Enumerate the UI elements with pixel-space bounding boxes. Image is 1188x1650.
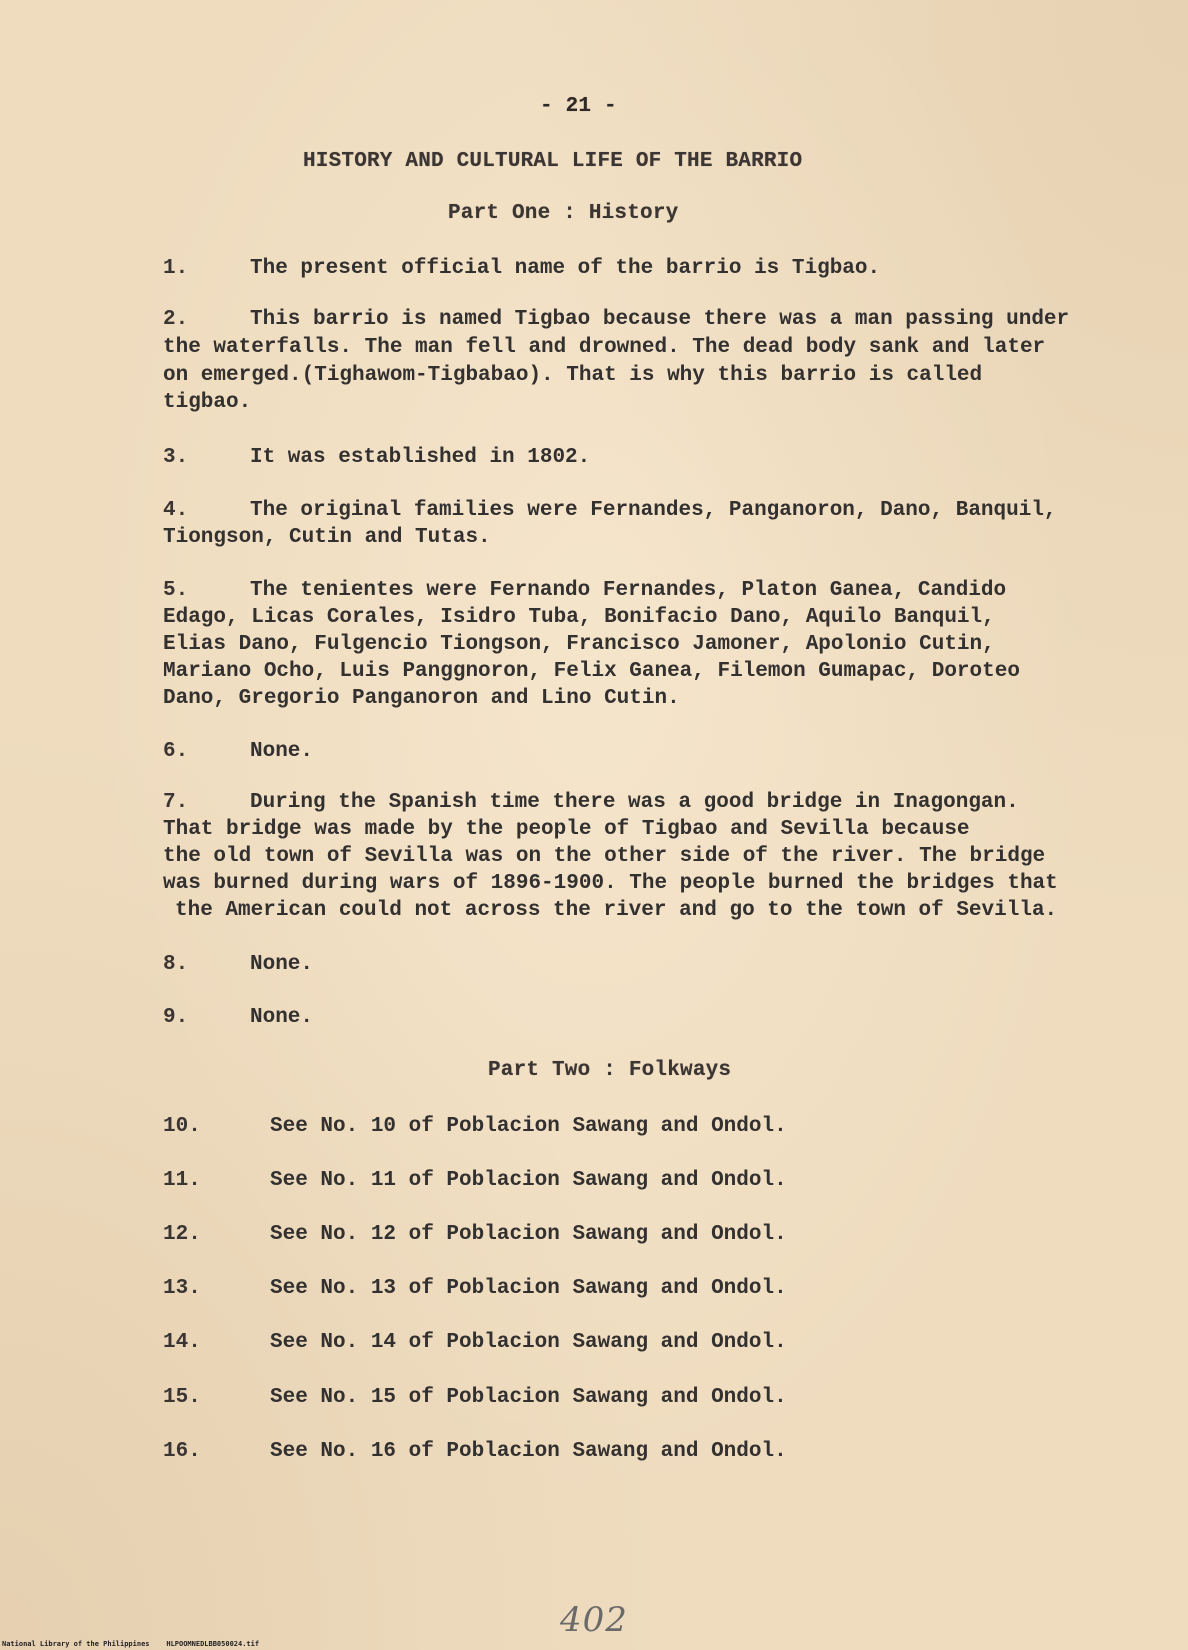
item-1-text: The present official name of the barrio is Tigbao. <box>250 257 881 280</box>
item-7-line: the American could not across the river and go to the town of Sevilla. <box>175 899 1058 922</box>
item-number: 3. <box>163 446 189 469</box>
part-two-heading: Part Two : Folkways <box>488 1059 732 1082</box>
part-one-heading: Part One : History <box>448 202 679 225</box>
item-4-line: The original families were Fernandes, Panganoron, Dano, Banquil, <box>250 499 1057 522</box>
folkway-text: See No. 10 of Poblacion Sawang and Ondol. <box>270 1115 787 1138</box>
folkway-text: See No. 15 of Poblacion Sawang and Ondol. <box>270 1386 787 1409</box>
archive-footer: National Library of the Philippines HLPOOMNEDLBB050024.tif <box>2 1640 260 1648</box>
folkway-number: 10. <box>163 1115 201 1138</box>
folkway-text: See No. 13 of Poblacion Sawang and Ondol. <box>270 1277 787 1300</box>
document-title: HISTORY AND CULTURAL LIFE OF THE BARRIO <box>303 150 803 173</box>
item-7-line: That bridge was made by the people of Tigbao and Sevilla because <box>163 818 970 841</box>
item-7-line: was burned during wars of 1896-1900. The people burned the bridges that <box>163 872 1058 895</box>
item-2-line: This barrio is named Tigbao because there was a man passing under <box>250 308 1070 331</box>
item-7-line: During the Spanish time there was a good bridge in Inagongan. <box>250 791 1019 814</box>
item-number: 8. <box>163 953 189 976</box>
folkway-text: See No. 12 of Poblacion Sawang and Ondol. <box>270 1223 787 1246</box>
folkway-number: 14. <box>163 1331 201 1354</box>
item-number: 6. <box>163 740 189 763</box>
item-5-line: Elias Dano, Fulgencio Tiongson, Francisco Jamoner, Apolonio Cutin, <box>163 633 995 656</box>
item-6-text: None. <box>250 740 314 763</box>
item-7-line: the old town of Sevilla was on the other side of the river. The bridge <box>163 845 1046 868</box>
folkway-number: 13. <box>163 1277 201 1300</box>
item-number: 1. <box>163 257 189 280</box>
item-2-line: on emerged.(Tighawom-Tigbabao). That is why this barrio is called <box>163 364 983 387</box>
folkway-text: See No. 11 of Poblacion Sawang and Ondol. <box>270 1169 787 1192</box>
item-2-line: the waterfalls. The man fell and drowned. The dead body sank and later <box>163 336 1046 359</box>
item-number: 7. <box>163 791 189 814</box>
item-5-line: Mariano Ocho, Luis Panggnoron, Felix Ganea, Filemon Gumapac, Doroteo <box>163 660 1020 683</box>
item-2-line: tigbao. <box>163 391 252 414</box>
item-number: 9. <box>163 1006 189 1029</box>
folkway-number: 15. <box>163 1386 201 1409</box>
item-3-text: It was established in 1802. <box>250 446 591 469</box>
item-5-line: Edago, Licas Corales, Isidro Tuba, Bonifacio Dano, Aquilo Banquil, <box>163 606 995 629</box>
folkway-number: 16. <box>163 1440 201 1463</box>
folkway-number: 12. <box>163 1223 201 1246</box>
item-5-line: Dano, Gregorio Panganoron and Lino Cutin. <box>163 687 680 710</box>
item-8-text: None. <box>250 953 314 976</box>
folkway-text: See No. 14 of Poblacion Sawang and Ondol. <box>270 1331 787 1354</box>
folkway-number: 11. <box>163 1169 201 1192</box>
item-4-line: Tiongson, Cutin and Tutas. <box>163 526 491 549</box>
item-number: 4. <box>163 499 189 522</box>
handwritten-page-number: 402 <box>560 1600 628 1640</box>
folkway-text: See No. 16 of Poblacion Sawang and Ondol. <box>270 1440 787 1463</box>
item-5-line: The tenientes were Fernando Fernandes, Platon Ganea, Candido <box>250 579 1007 602</box>
item-number: 2. <box>163 308 189 331</box>
page-number: - 21 - <box>540 95 617 118</box>
item-number: 5. <box>163 579 189 602</box>
item-9-text: None. <box>250 1006 314 1029</box>
